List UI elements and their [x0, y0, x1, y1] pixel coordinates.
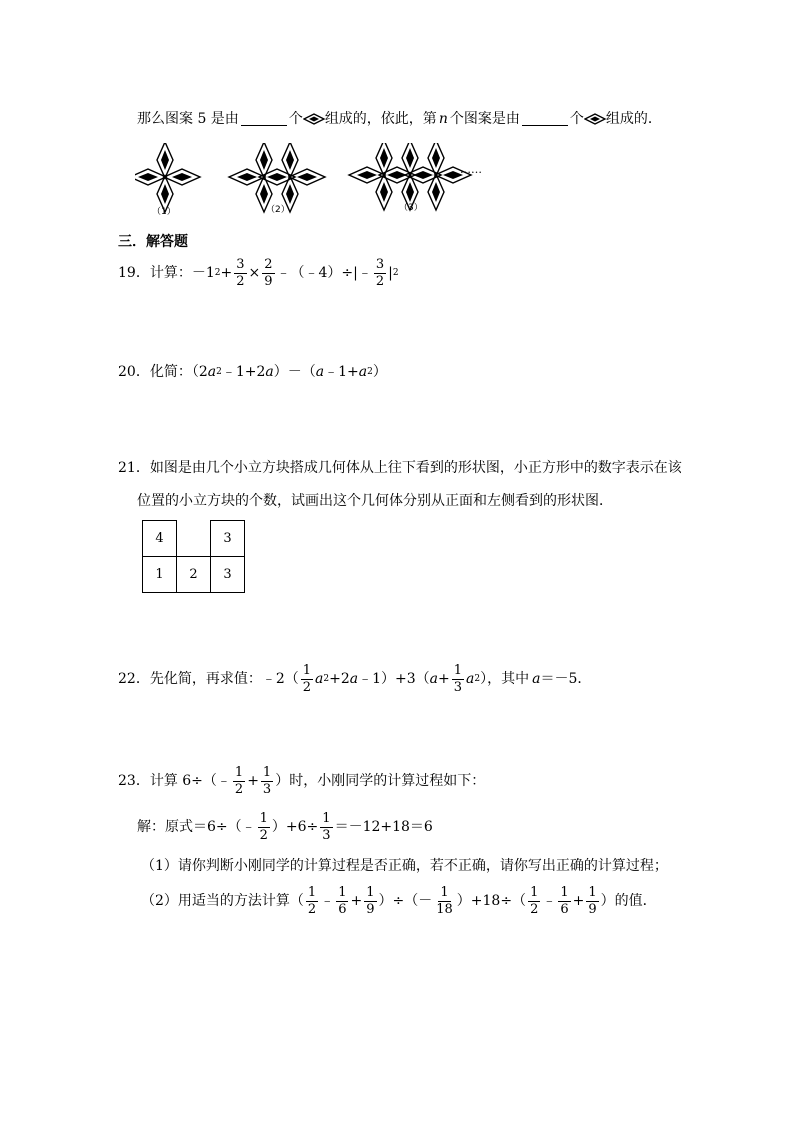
answer-blank-1 — [241, 111, 287, 126]
grid-cell-empty — [177, 521, 211, 557]
grid-cell: 3 — [211, 557, 245, 593]
question-23-solution: 解：原式＝6÷（﹣ $\frac{1}{2}$ ）+6÷ $\frac{1}{3}$ ＝－12+18＝6 — [137, 811, 433, 843]
fraction: $\frac{1}{2}$ — [302, 663, 312, 695]
grid-cell: 1 — [143, 557, 177, 593]
fraction: $\frac{1}{3}$ — [322, 811, 331, 843]
question-23-part-1: （1）请你判断小刚同学的计算过程是否正确，若不正确，请你写出正确的计算过程； — [141, 858, 668, 874]
top-view-grid — [142, 520, 245, 593]
fraction: $\frac{1}{2}$ — [307, 885, 317, 917]
grid-cell: 4 — [143, 521, 177, 557]
fraction: $\frac{1}{3}$ — [453, 663, 463, 695]
fraction: $\frac{1}{2}$ — [259, 811, 268, 843]
question-22: 22．先化简，再求值：﹣2（ $\frac{1}{2}$ a 2 +2 a ﹣1）+3（ a + $\frac{1}{3}$ a 2 ），其中 a ＝－5． — [118, 663, 592, 695]
fraction: $\frac{1}{2}$ — [530, 885, 539, 917]
answer-blank-2 — [522, 111, 568, 126]
fraction: $\frac{1}{9}$ — [366, 885, 375, 917]
fraction: $\frac{3}{2}$ — [375, 257, 385, 289]
figure-label-2: （2） — [266, 205, 290, 215]
pattern-figures — [135, 143, 515, 218]
pattern-figure-1 — [135, 143, 200, 212]
figure-label-3: （3） — [399, 203, 423, 213]
fraction: $\frac{1}{6}$ — [338, 885, 347, 917]
q18-tail-line: 那么图案 5 是由 个 组成的，依此，第 n 个图案是由 个 组成的． — [137, 110, 662, 127]
fraction: $\frac{1}{9}$ — [588, 885, 597, 917]
rhombus-icon — [303, 113, 325, 125]
question-21-line-2: 位置的小立方块的个数，试画出这个几何体分别从正面和左侧看到的形状图． — [137, 493, 613, 509]
fraction: $\frac{1}{2}$ — [234, 765, 244, 797]
fraction: $\frac{1}{6}$ — [560, 885, 569, 917]
fraction: $\frac{1}{18}$ — [436, 885, 453, 917]
question-23: 23．计算 6÷（﹣ $\frac{1}{2}$ + $\frac{1}{3}$ ）时，小刚同学的计算过程如下： — [118, 765, 486, 797]
fraction: $\frac{1}{3}$ — [262, 765, 272, 797]
question-20: 20．化简：（2 a 2 ﹣1+2 a ）－（ a ﹣1+ a 2 ） — [118, 364, 387, 380]
question-23-part-2: （2）用适当的方法计算（ $\frac{1}{2}$ ﹣ $\frac{1}{6}$ + $\frac{1}{9}$ ）÷（－ $\frac{1}{18}$ ）+18÷（ $\frac{1}{2}$ ﹣ $\frac{1}{6}$ + $\frac{1}{9}$ ）的值． — [141, 885, 657, 917]
ellipsis: …… — [460, 163, 482, 176]
rhombus-icon — [584, 113, 606, 125]
question-19: 19．计算： －1 2 + $\frac{3}{2}$ × $\frac{2}{9}$ ﹣（﹣4）÷|﹣ $\frac{3}{2}$ | 2 — [118, 257, 399, 289]
fraction: $\frac{2}{9}$ — [264, 257, 273, 289]
section-title: 三．解答题 — [118, 234, 188, 250]
fraction: $\frac{3}{2}$ — [236, 257, 245, 289]
figure-label-1: （1） — [152, 207, 176, 217]
question-21-line-1: 21．如图是由几个小立方块搭成几何体从上往下看到的形状图，小正方形中的数字表示在该 — [118, 460, 682, 476]
grid-cell: 2 — [177, 557, 211, 593]
grid-cell: 3 — [211, 521, 245, 557]
